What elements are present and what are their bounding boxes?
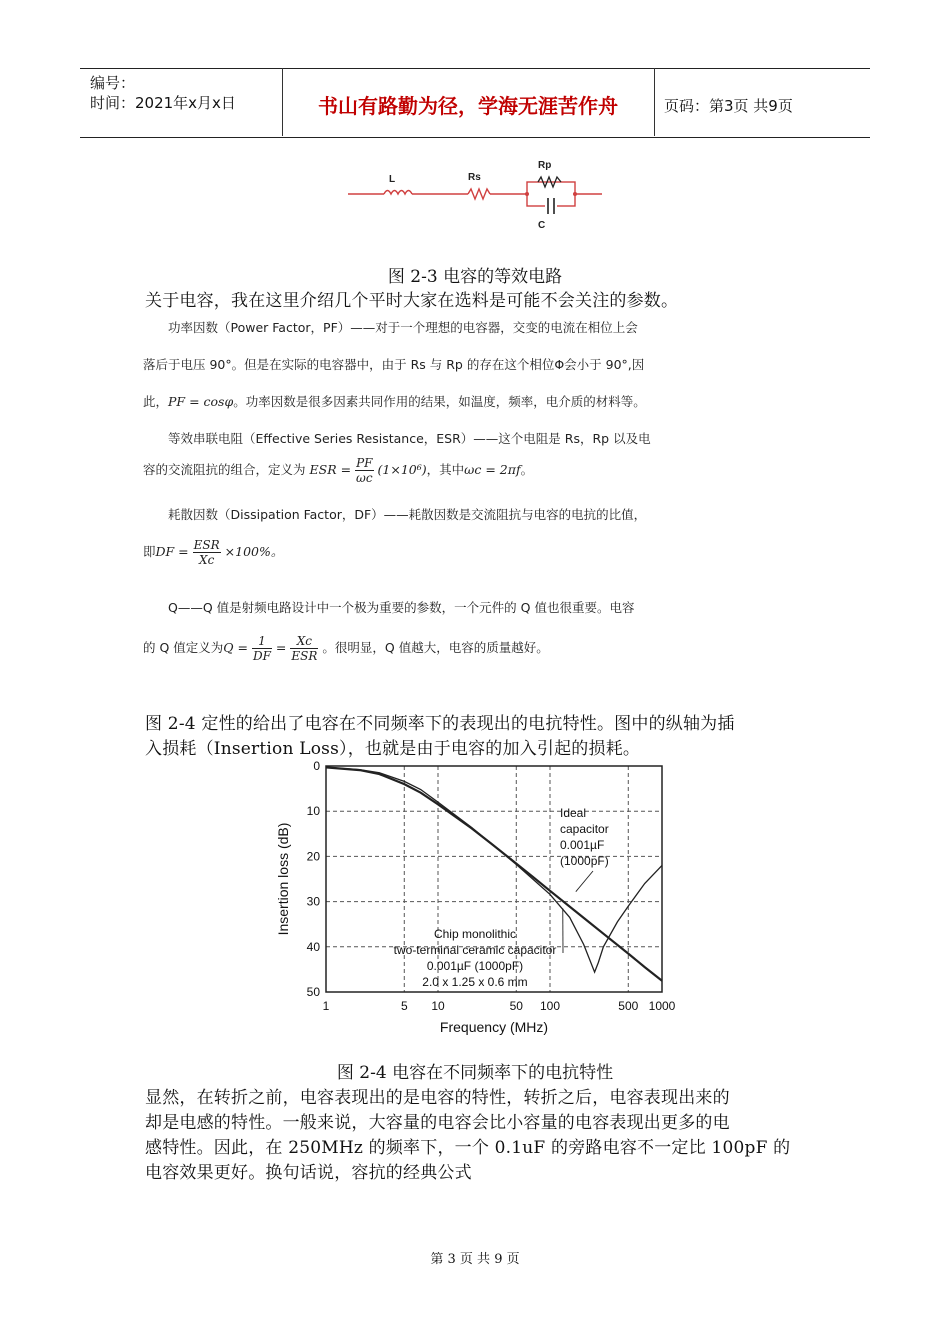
x-tick-label: 50 bbox=[509, 999, 523, 1013]
annotation-ideal-line: 0.001µF bbox=[560, 838, 605, 852]
annotation-chip-capacitor bbox=[394, 927, 557, 989]
circuit-node bbox=[573, 192, 577, 196]
q-line-1: Q——Q 值是射频电路设计中一个极为重要的参数，一个元件的 Q 值也很重要。电容 bbox=[168, 600, 635, 615]
esr-line-2: 容的交流阻抗的组合，定义为 ESR = $\frac{PF}{\omega c}$ (1×10⁶)，其中ωc = 2πf。 bbox=[143, 456, 534, 485]
conclusion-line-1: 显然，在转折之前，电容表现出的是电容的特性，转折之后，电容表现出来的 bbox=[145, 1088, 730, 1108]
df-fraction: $\frac{\text{ESR}}{Xc}$ bbox=[193, 538, 220, 567]
header-time-label: 时间：2021年x月x日 bbox=[90, 94, 236, 112]
header-motto: 书山有路勤为径，学海无涯苦作舟 bbox=[318, 94, 618, 118]
figure-2-3-caption: 图 2-3 电容的等效电路 bbox=[387, 267, 563, 287]
figure-2-4-caption: 图 2-4 电容在不同频率下的电抗特性 bbox=[336, 1063, 614, 1083]
label-rp: Rp bbox=[538, 160, 552, 171]
chart-x-axis-label: Frequency (MHz) bbox=[439, 1019, 549, 1035]
x-tick-label: 5 bbox=[400, 999, 408, 1013]
pf-formula: PF = cosφ bbox=[168, 394, 234, 409]
annotation-ideal-line: (1000pF) bbox=[560, 854, 609, 868]
annotation-chip-line: 0.001µF (1000pF) bbox=[426, 959, 524, 973]
circuit-node bbox=[525, 192, 529, 196]
header-divider bbox=[654, 68, 655, 136]
annotation-chip-line: Chip monolithic bbox=[433, 927, 517, 941]
equivalent-circuit-diagram bbox=[340, 152, 610, 234]
x-tick-label: 1000 bbox=[648, 999, 676, 1013]
x-tick-label: 1 bbox=[322, 999, 330, 1013]
page-footer: 第 3 页 共 9 页 bbox=[430, 1252, 520, 1267]
annotation-chip-line: two-terminal ceramic capacitor bbox=[393, 943, 557, 957]
label-rs: Rs bbox=[468, 172, 481, 183]
label-l: L bbox=[389, 174, 396, 185]
y-tick-label: 0 bbox=[313, 759, 320, 773]
annotation-ideal-line: capacitor bbox=[560, 822, 609, 836]
insertion-loss-chart bbox=[260, 756, 690, 1046]
y-tick-label: 40 bbox=[306, 939, 320, 954]
conclusion-line-4: 电容效果更好。换句话说，容抗的经典公式 bbox=[145, 1163, 472, 1183]
header-page-label: 页码：第3页 共9页 bbox=[664, 97, 793, 115]
intro-paragraph: 关于电容，我在这里介绍几个平时大家在选料是可能不会关注的参数。 bbox=[145, 291, 679, 311]
y-tick-label: 20 bbox=[306, 849, 320, 864]
x-tick-label: 500 bbox=[618, 999, 639, 1013]
pf-line-1: 功率因数（Power Factor，PF）——对于一个理想的电容器，交变的电流在相位上会 bbox=[168, 320, 638, 335]
inductor-symbol bbox=[384, 191, 412, 195]
annotation-ideal-capacitor bbox=[560, 806, 609, 868]
conclusion-line-3: 感特性。因此，在 250MHz 的频率下，一个 0.1uF 的旁路电容不一定比 100pF 的 bbox=[145, 1138, 791, 1158]
esr-line-1: 等效串联电阻（Effective Series Resistance，ESR）——这个电阻是 Rs，Rp 以及电 bbox=[168, 431, 651, 446]
conclusion-line-2: 却是电感的特性。一般来说，大容量的电容会比小容量的电容表现出更多的电 bbox=[145, 1113, 730, 1133]
annotation-leader-ideal bbox=[576, 871, 593, 892]
annotation-ideal-line: Ideal bbox=[560, 806, 587, 820]
fig24-paragraph-line-1: 图 2-4 定性的给出了电容在不同频率下的表现出的电抗特性。图中的纵轴为插 bbox=[145, 714, 735, 734]
x-tick-label: 100 bbox=[539, 999, 561, 1013]
pf-line-2: 落后于电压 90°。但是在实际的电容器中，由于 Rs 与 Rp 的存在这个相位Φ会小于 90°,因 bbox=[143, 357, 645, 372]
header-number-label: 编号： bbox=[90, 74, 136, 92]
y-tick-label: 10 bbox=[306, 804, 320, 819]
y-tick-label: 30 bbox=[306, 894, 320, 909]
fig24-paragraph-line-2: 入损耗（Insertion Loss），也就是由于电容的加入引起的损耗。 bbox=[145, 739, 641, 759]
df-line-2: 即DF = $\frac{\text{ESR}}{Xc}$ ×100%。 bbox=[143, 538, 284, 567]
y-tick-label: 50 bbox=[306, 985, 320, 999]
q-line-2: 的 Q 值定义为Q = $\frac{1}{DF}$ = $\frac{Xc}{\text{ESR}}$ 。很明显，Q 值越大，电容的质量越好。 bbox=[143, 634, 549, 663]
df-line-1: 耗散因数（Dissipation Factor，DF）——耗散因数是交流阻抗与电容的电抗的比值， bbox=[168, 507, 647, 522]
chart-x-ticks bbox=[323, 999, 676, 1013]
chart-y-axis-label: Insertion loss (dB) bbox=[275, 822, 291, 936]
resistor-rs-symbol bbox=[468, 189, 490, 199]
chart-y-ticks bbox=[307, 759, 321, 999]
q-fraction-2: $\frac{Xc}{\text{ESR}}$ bbox=[291, 634, 318, 663]
esr-fraction: $\frac{PF}{\omega c}$ bbox=[356, 456, 373, 485]
label-c: C bbox=[538, 220, 546, 231]
x-tick-label: 10 bbox=[431, 999, 445, 1013]
q-fraction-1: $\frac{1}{DF}$ bbox=[252, 634, 271, 663]
header-divider bbox=[282, 68, 283, 136]
annotation-chip-line: 2.0 x 1.25 x 0.6 mm bbox=[422, 975, 528, 989]
pf-line-3: 此，PF = cosφ。功率因数是很多因素共同作用的结果，如温度，频率，电介质的材料等。 bbox=[143, 394, 646, 409]
